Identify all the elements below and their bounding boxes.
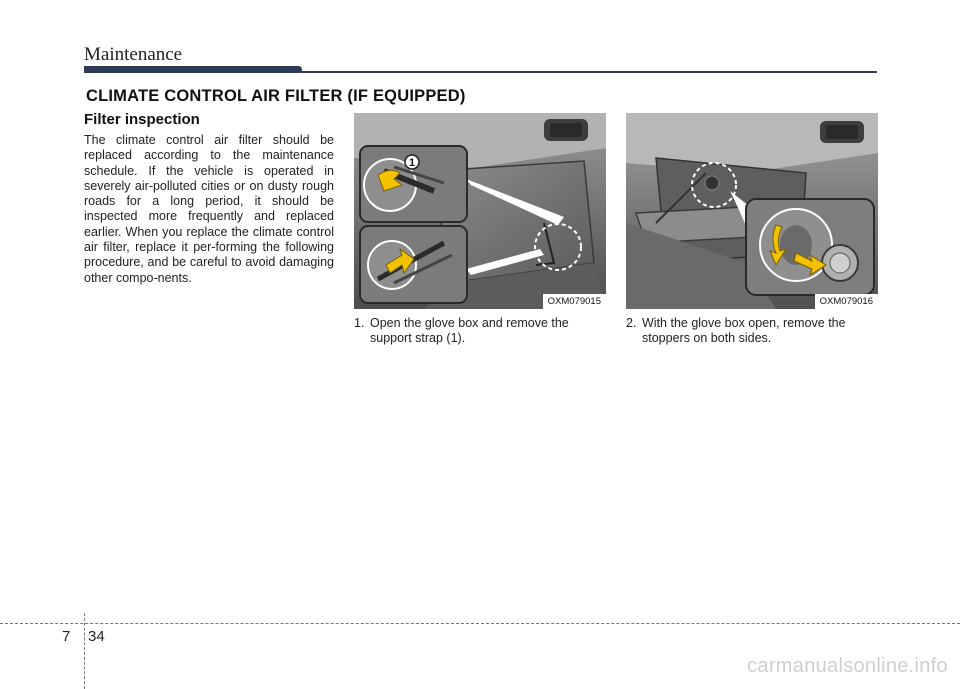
figure-glovebox-strap [354, 113, 606, 309]
chapter-number: 7 [62, 628, 71, 645]
step-text-continued: support strap (1). [370, 331, 466, 345]
inspection-body: The climate control air filter should be replaced according to the maintenance schedule. If the vehicle is operated in severely air-polluted cities or on dusty rough roads for a long period, it should be inspected more frequently and replaced earlier. When you replace the climate control air filter, replace it per-forming the following procedure, and be careful to avoid damaging other compo-nents. [84, 133, 334, 285]
figure-code-label: OXM079016 [815, 294, 878, 309]
header-bar-thick [84, 66, 302, 73]
glovebox-strap-illustration [354, 113, 606, 309]
step-number: 2. [626, 316, 637, 330]
callout-1: 1 [408, 157, 416, 169]
watermark: carmanualsonline.info [747, 655, 948, 677]
figure-code-label: OXM079015 [543, 294, 606, 309]
section-title: CLIMATE CONTROL AIR FILTER (IF EQUIPPED) [86, 87, 466, 105]
inspection-title: Filter inspection [84, 111, 200, 128]
step-number: 1. [354, 316, 365, 330]
header-rule [300, 71, 877, 73]
page-number: 34 [88, 628, 105, 645]
step-text-continued: stoppers on both sides. [642, 331, 772, 345]
step-2-caption [626, 316, 878, 346]
footer-divider [0, 623, 960, 624]
footer-vertical-divider [84, 613, 85, 689]
figure-glovebox-stoppers [626, 113, 878, 309]
header-title: Maintenance [84, 44, 183, 65]
step-text: With the glove box open, remove the [642, 316, 846, 330]
step-text: Open the glove box and remove the [370, 316, 569, 330]
step-1-caption [354, 316, 606, 346]
glovebox-stoppers-illustration [626, 113, 878, 309]
